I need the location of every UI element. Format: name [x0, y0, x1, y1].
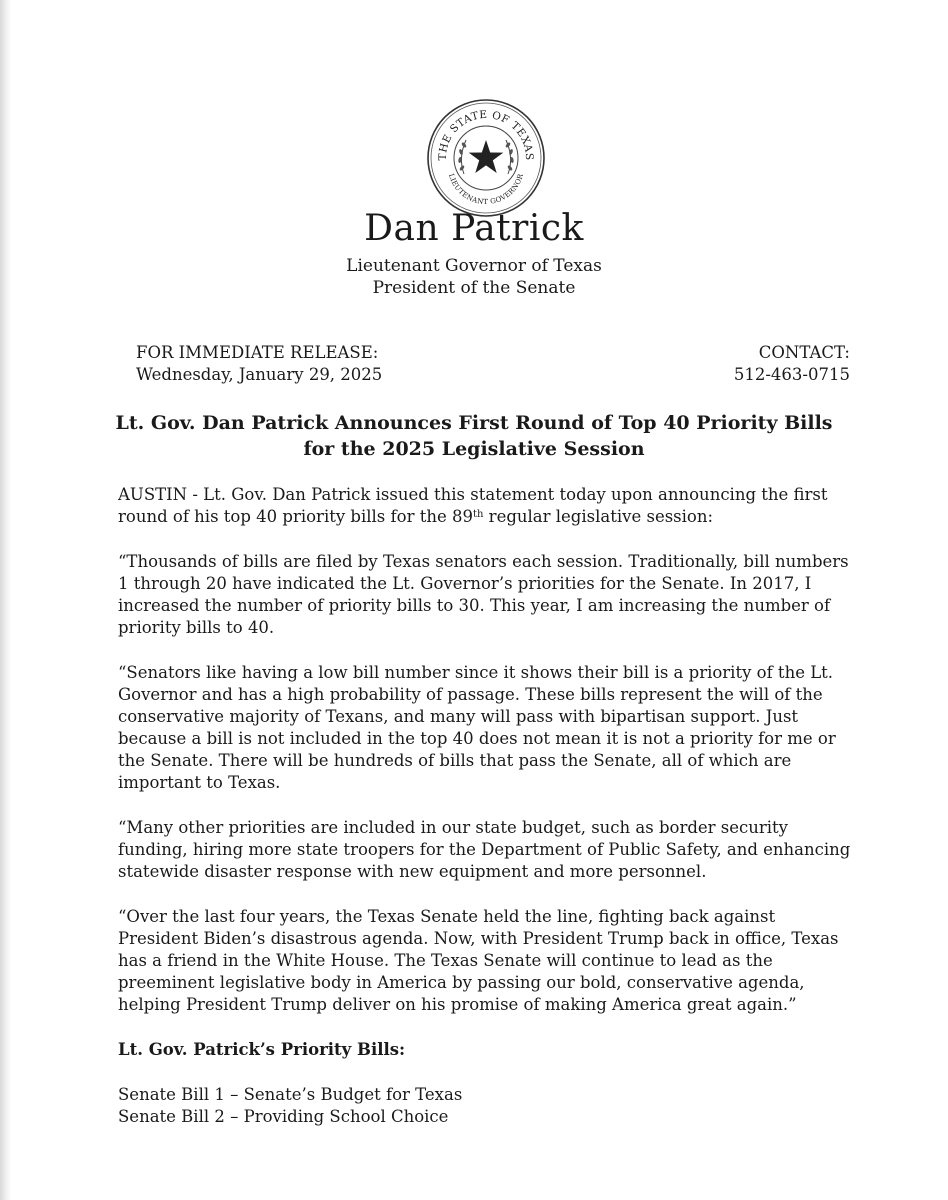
official-role: President of the Senate — [372, 278, 576, 298]
seal-icon — [424, 96, 548, 220]
bill-item: Senate Bill 1 – Senate’s Budget for Texas — [118, 1085, 463, 1104]
contact-phone: 512-463-0715 — [733, 365, 850, 384]
contact-label: CONTACT: — [758, 343, 850, 362]
page-edge-shadow — [0, 0, 12, 1200]
priority-bills-list — [118, 1084, 858, 1128]
intro-text-end: regular legislative session: — [483, 507, 714, 526]
release-label: FOR IMMEDIATE RELEASE: — [136, 343, 379, 362]
release-date: Wednesday, January 29, 2025 — [136, 365, 383, 384]
official-name: Dan Patrick — [364, 208, 584, 249]
svg-text:THE STATE OF TEXAS: THE STATE OF TEXAS — [436, 108, 536, 161]
contact-block — [734, 342, 850, 386]
intro-text-start: AUSTIN - Lt. Gov. Dan Patrick issued this statement today upon announcing the first round of his top 40 priority bills for the 89 — [118, 485, 828, 526]
ordinal-suffix: th — [472, 509, 484, 520]
headline-line-2: for the 2025 Legislative Session — [303, 438, 645, 460]
statement-paragraph: “Senators like having a low bill number since it shows their bill is a priority of the Lt. Governor and has a high probability of passage. These bills represent the will of the conservative majority of Texans, and many will pass with bipartisan support. Just because a bill is not included in the top 40 does not mean it is not a priority for me or the Senate. There will be hundreds of bills that pass the Senate, all of which are important to Texas. — [118, 663, 836, 792]
svg-text:LIEUTENANT GOVERNOR: LIEUTENANT GOVERNOR — [446, 172, 526, 207]
headline-line-1: Lt. Gov. Dan Patrick Announces First Round of Top 40 Priority Bills — [115, 412, 833, 434]
statement-paragraph: “Over the last four years, the Texas Senate held the line, fighting back against President Biden’s disastrous agenda. Now, with President Trump back in office, Texas has a friend in the White House. The Texas Senate will continue to lead as the preeminent legislative body in America by passing our bold, conservative agenda, helping President Trump deliver on his promise of making America great again.” — [118, 907, 839, 1014]
priority-bills-heading: Lt. Gov. Patrick’s Priority Bills: — [118, 1040, 406, 1059]
release-block — [136, 342, 382, 386]
official-title: Lieutenant Governor of Texas — [346, 256, 602, 276]
release-body — [118, 484, 858, 1128]
texas-lieutenant-governor-seal — [424, 96, 548, 220]
bill-item: Senate Bill 2 – Providing School Choice — [118, 1107, 449, 1126]
intro-paragraph — [118, 484, 858, 528]
statement-paragraph: “Thousands of bills are filed by Texas senators each session. Traditionally, bill numbers 1 through 20 have indicated the Lt. Governor’s priorities for the Senate. In 2017, I increased the number of priority bills to 30. This year, I am increasing the number of priority bills to 40. — [118, 552, 849, 637]
press-release-headline — [0, 410, 948, 462]
statement-paragraph: “Many other priorities are included in our state budget, such as border security funding, hiring more state troopers for the Department of Public Safety, and enhancing statewide disaster response with new equipment and more personnel. — [118, 818, 851, 881]
